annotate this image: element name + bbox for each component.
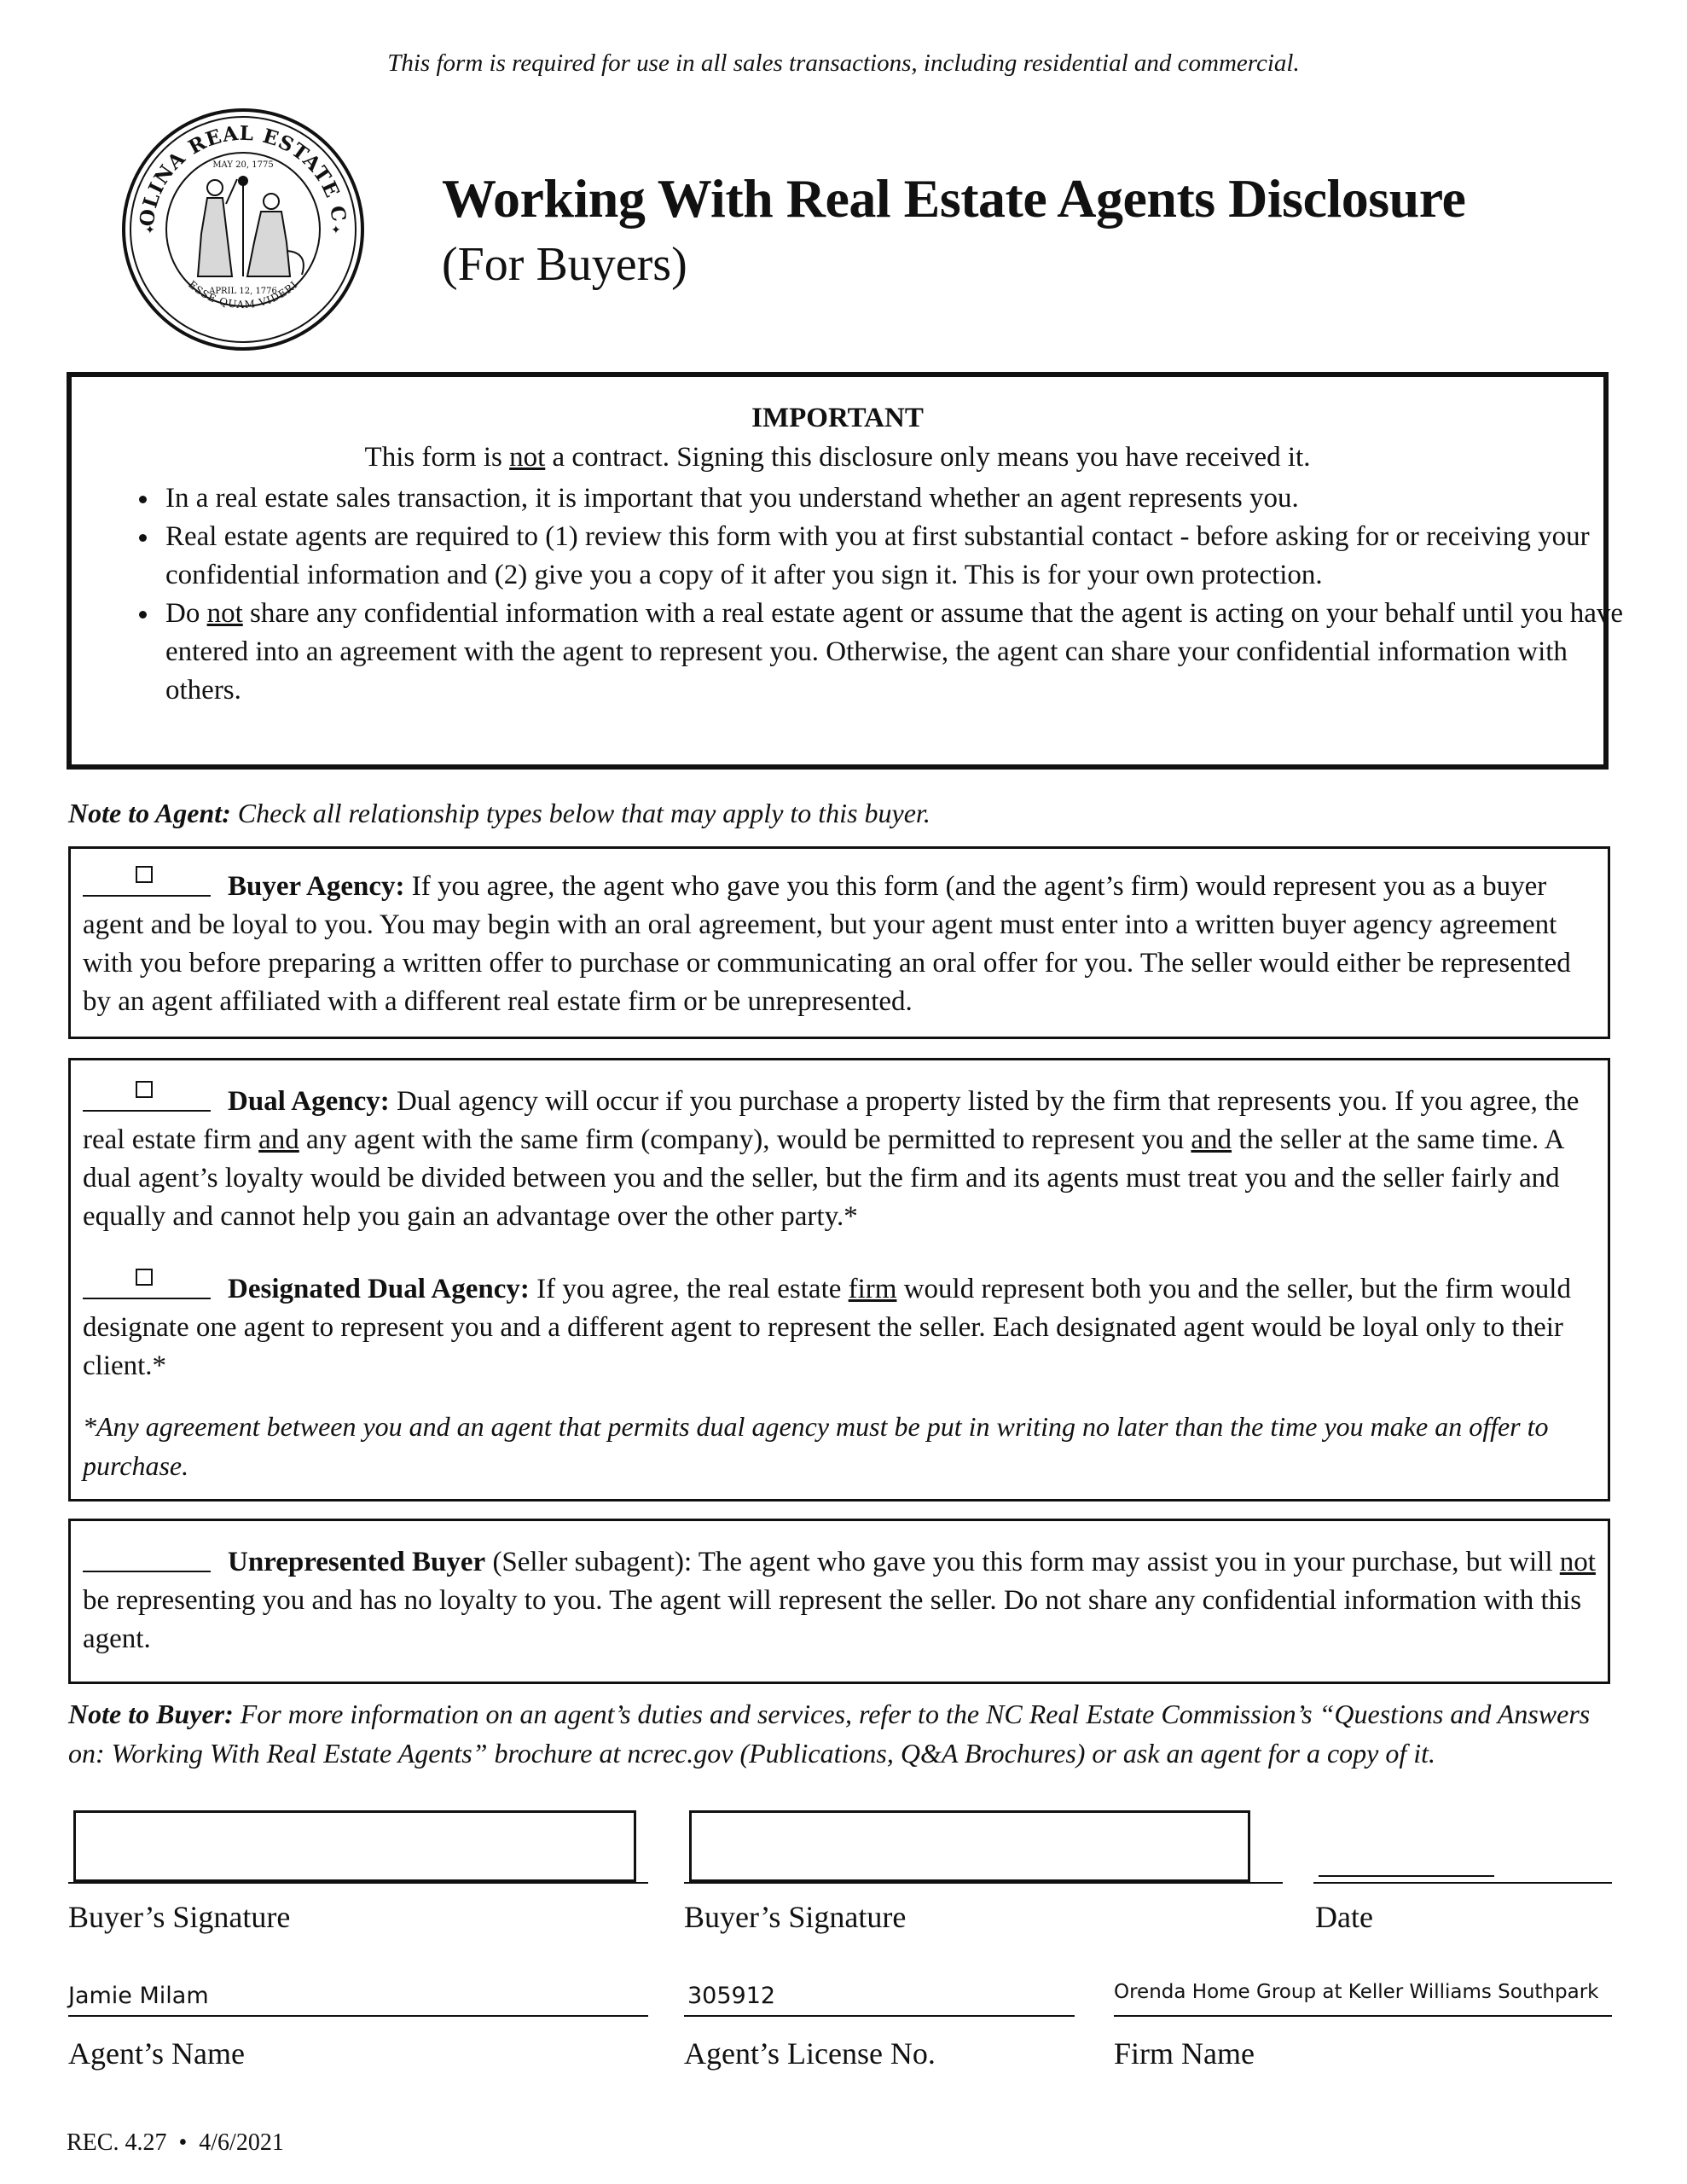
buyer-agency-text: Buyer Agency: If you agree, the agent who gave you this form (and the agent’s firm) would represent you as a buyer agent and be loyal to you. You may begin with an oral agreement, but your agent must enter into a written buyer agency agreement with you before preparing a written offer to purchase or communicating an oral offer for you. The seller would either be represented by an agent affiliated with a different real estate firm or be unrepresented. xyxy=(83,866,1601,1021)
firm-name-line xyxy=(1114,2015,1612,2017)
dual-agency-initials-line[interactable] xyxy=(83,1081,211,1112)
designated-dual-agency-checkbox[interactable] xyxy=(136,1269,153,1286)
dual-agency-footnote: *Any agreement between you and an agent that permits dual agency must be put in writing no later than the time you make an offer to purchase. xyxy=(83,1411,1549,1481)
note-to-buyer: Note to Buyer: For more information on an agent’s duties and services, refer to the NC Real Estate Commission’s “Questions and Answers on: Working With Real Estate Agents” brochure at ncrec.gov (Publications, Q&A Brochures) or ask an agent for a copy of it. xyxy=(68,1699,1591,1769)
nc-real-estate-commission-seal xyxy=(119,106,367,353)
form-title: Working With Real Estate Agents Disclosure xyxy=(442,168,1466,229)
important-heading: IMPORTANT xyxy=(751,403,924,433)
svg-text:MAY 20, 1775: MAY 20, 1775 xyxy=(212,160,274,170)
date-field[interactable] xyxy=(1319,1875,1494,1877)
form-subtitle: (For Buyers) xyxy=(442,238,687,291)
designated-dual-agency-initials-line[interactable] xyxy=(83,1269,211,1299)
unrepresented-buyer-box xyxy=(68,1519,1610,1684)
agent-name-line xyxy=(68,2015,648,2017)
buyer-signature-label-1: Buyer’s Signature xyxy=(68,1900,291,1934)
svg-text:NORTH CAROLINA REAL ESTATE COM: OLINA REAL ESTATE C xyxy=(135,121,351,228)
important-bullet: • Real estate agents are required to (1) review this form with you at first substantial contact - before asking for or receiving your confidential information and (2) give you a copy of it after you sign it. This is for your own protection. xyxy=(160,518,1644,595)
important-bullet: • In a real estate sales transaction, it is important that you understand whether an agent represents you. xyxy=(160,479,1644,518)
agent-license-label: Agent’s License No. xyxy=(684,2036,936,2071)
buyer-agency-checkbox[interactable] xyxy=(136,866,153,883)
important-subheading: This form is not a contract. Signing this disclosure only means you have received it. xyxy=(364,442,1311,473)
important-bullet-list xyxy=(126,479,1644,710)
note-to-agent: Note to Agent: Check all relationship types below that may apply to this buyer. xyxy=(68,798,930,828)
date-line xyxy=(1313,1882,1612,1884)
unrepresented-buyer-initials-line[interactable] xyxy=(83,1542,211,1572)
buyer-signature-field-2[interactable] xyxy=(689,1810,1250,1882)
svg-text:ESSE QUAM VIDERI: ESSE QUAM VIDERI xyxy=(186,278,300,311)
buyer-signature-label-2: Buyer’s Signature xyxy=(684,1900,907,1934)
dual-agency-checkbox[interactable] xyxy=(136,1081,153,1098)
dual-agency-text: Dual Agency: Dual agency will occur if you purchase a property listed by the firm that represents you. If you agree, the real estate firm and any agent with the same firm (company), would be permitted to represent you and the seller at the same time. A dual agent’s loyalty would be divided between you and the seller, but the firm and its agents must treat you and the seller fairly and equally and cannot help you gain an advantage over the other party.* xyxy=(83,1081,1601,1236)
svg-text:✦: ✦ xyxy=(331,224,341,237)
important-bullet: • Do not share any confidential information with a real estate agent or assume that the agent is acting on your behalf until you have entered into an agreement with the agent to represent you. Otherwise, the agent can share your confidential information with others. xyxy=(160,595,1644,710)
dual-agency-box xyxy=(68,1058,1610,1502)
agent-name-label: Agent’s Name xyxy=(68,2036,245,2071)
buyer-signature-field-1[interactable] xyxy=(73,1810,636,1882)
designated-dual-agency-text: Designated Dual Agency: If you agree, the real estate firm would represent both you and the seller, but the firm would designate one agent to represent you and a different agent to represent the seller. Each designated agent would be loyal only to their client.* xyxy=(83,1269,1601,1385)
agent-name-value[interactable]: Jamie Milam xyxy=(68,1983,209,2009)
svg-text:APRIL 12, 1776: APRIL 12, 1776 xyxy=(209,287,277,296)
svg-text:✦: ✦ xyxy=(145,224,155,237)
agent-license-value[interactable]: 305912 xyxy=(687,1983,776,2009)
firm-name-value[interactable]: Orenda Home Group at Keller Williams Southpark xyxy=(1114,1981,1599,2003)
buyer-agency-box xyxy=(68,846,1610,1039)
date-label: Date xyxy=(1315,1900,1373,1934)
agent-license-line xyxy=(684,2015,1075,2017)
form-code: REC. 4.27 • 4/6/2021 xyxy=(67,2129,284,2156)
form-requirement-note: This form is required for use in all sales transactions, including residential and commercial. xyxy=(387,49,1300,77)
important-notice-box xyxy=(67,372,1624,770)
firm-name-label: Firm Name xyxy=(1114,2036,1255,2071)
buyer-signature-line-1 xyxy=(68,1882,648,1884)
buyer-signature-line-2 xyxy=(684,1882,1283,1884)
buyer-agency-initials-line[interactable] xyxy=(83,866,211,897)
unrepresented-buyer-text: Unrepresented Buyer (Seller subagent): The agent who gave you this form may assist you in your purchase, but will not be representing you and has no loyalty to you. The agent will represent the seller. Do not share any confidential information with this agent. xyxy=(83,1542,1601,1658)
